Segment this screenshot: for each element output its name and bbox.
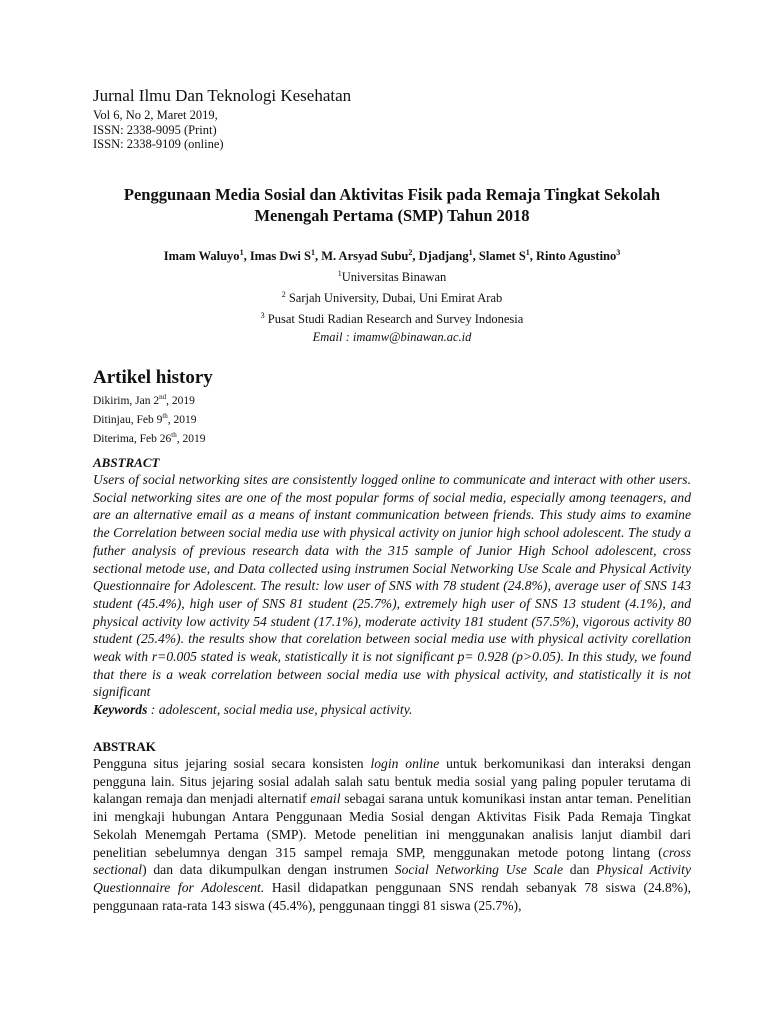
history-date: [93, 390, 213, 409]
italic-term: cross sectional: [93, 844, 691, 878]
italic-term: Physical Activity Questionnaire for Adolescent.: [93, 862, 691, 895]
italic-term: email: [310, 791, 341, 807]
author-separator: ,: [529, 249, 537, 264]
ordinal-suffix: th: [162, 411, 168, 420]
affiliation-marker: 2: [281, 290, 286, 300]
affiliation-list: [87, 265, 697, 328]
affiliation-marker: 1: [337, 269, 342, 279]
author-separator: ,: [412, 249, 419, 264]
abstrak-text: Pengguna situs jejaring sosial secara konsisten: [93, 756, 371, 771]
keywords-label: Keywords: [93, 702, 148, 718]
abstrak-text: Hasil didapatkan penggunaan SNS rendah sebanyak 78 siswa (24.8%), penggunaan rata-rata 143 siswa (45.4%), penggunaan tinggi 81 siswa (25.7%),: [93, 879, 692, 913]
abstract-section: [93, 454, 691, 719]
abstract-heading: ABSTRACT: [93, 455, 160, 470]
paper-title: [87, 184, 697, 226]
abstrak-heading: ABSTRAK: [93, 739, 156, 754]
history-date-text: Dikirim, Jan 2: [93, 394, 160, 407]
author-name: Imam Waluyo: [163, 249, 240, 264]
author-affiliation-marker: 2: [408, 248, 413, 257]
paper-title-line1: Penggunaan Media Sosial dan Aktivitas Fisik pada Remaja Tingkat Sekolah: [123, 185, 661, 204]
author-list: [87, 244, 697, 265]
author-affiliation-marker: 1: [239, 248, 244, 257]
journal-issn-print: ISSN: 2338-9095 (Print): [93, 122, 217, 137]
author-block: [87, 244, 697, 346]
history-date-year: , 2019: [167, 413, 197, 426]
journal-title: Jurnal Ilmu Dan Teknologi Kesehatan: [93, 86, 352, 105]
abstrak-text: dan: [563, 862, 597, 878]
article-history: [93, 366, 213, 446]
author-name: Djadjang: [418, 249, 469, 264]
affiliation: [87, 307, 697, 328]
abstrak-section: [93, 738, 691, 914]
paper-title-line2: Menengah Pertama (SMP) Tahun 2018: [254, 206, 530, 225]
author-name: Imas Dwi S: [249, 249, 311, 264]
abstrak-body: [93, 755, 691, 914]
history-date-year: , 2019: [166, 394, 195, 407]
paper-page: [93, 84, 692, 913]
author-name: Slamet S: [478, 249, 526, 264]
history-date: [93, 409, 213, 428]
author-name: Rinto Agustino: [536, 249, 617, 264]
history-date: [93, 428, 213, 447]
keywords-text: : adolescent, social media use, physical activity.: [147, 702, 413, 718]
abstrak-text: sebagai sarana untuk komunikasi instan antar teman. Penelitian ini mengkaji hubungan Antara Penggunaan Media Sosial dengan Aktivitas Fisik Pada Remaja Tingkat Sekolah Menemgah Pertama (SMP). Metode penelitian ini menggunakan analisis lanjut diambil dari penelitian sebelumnya dengan 315 sampel remaja SMP, menggunakan metode potong lintang (: [93, 791, 691, 860]
keywords-line: [93, 701, 691, 719]
abstrak-text: ) dan data dikumpulkan dengan instrumen: [142, 862, 395, 878]
italic-term: Social Networking Use Scale: [394, 862, 564, 878]
author-separator: ,: [243, 249, 250, 264]
journal-volume: Vol 6, No 2, Maret 2019,: [93, 108, 218, 122]
author-separator: ,: [472, 249, 479, 264]
affiliation-marker: 3: [260, 311, 265, 321]
history-date-year: , 2019: [176, 432, 206, 445]
affiliation: [87, 286, 697, 307]
affiliation-text: Sarjah University, Dubai, Uni Emirat Arab: [285, 291, 503, 306]
author-separator: ,: [314, 249, 322, 264]
history-dates: [93, 390, 213, 446]
ordinal-suffix: th: [171, 430, 177, 439]
affiliation: [87, 265, 697, 286]
affiliation-text: Pusat Studi Radian Research and Survey Indonesia: [264, 312, 524, 327]
history-date-text: Ditinjau, Feb 9: [93, 413, 163, 426]
author-affiliation-marker: 3: [616, 248, 621, 257]
journal-issn-online: ISSN: 2338-9109 (online): [93, 137, 224, 151]
italic-term: login online: [370, 756, 440, 771]
author-affiliation-marker: 1: [525, 248, 530, 257]
history-title: Artikel history: [93, 367, 213, 388]
ordinal-suffix: nd: [159, 393, 167, 401]
author-affiliation-marker: 1: [310, 248, 315, 257]
affiliation-text: Universitas Binawan: [341, 270, 447, 285]
history-date-text: Diterima, Feb 26: [93, 432, 172, 445]
abstract-body: Users of social networking sites are consistently logged online to communicate and interact with other users. Social networking sites are one of the most popular forms of social media, especially among teenagers, and are an alternative email as a means of instant communication between friends. This study aims to examine the Correlation between social media use with physical activity on junior high school adolescent. The study a futher analysis of previous research data with the 315 sample of Junior High School adolescent, cross sectional metode use, and Data collected using instrumen Social Networking Use Scale and Physical Activity Questionnaire for Adolescent. The result: low user of SNS with 78 student (24.8%), average user of SNS 143 student (45.4%), high user of SNS 81 student (25.7%), extremely high user of SNS 13 student (4.1%), and physical activity low activity 54 student (17.1%), moderate activity 181 student (57.5%), vigorous activity 80 student (25.4%). the results show that corelation between social media use with physical activity corellation weak with r=0.005 stated is weak, statistically it is not significant p= 0.928 (p>0.05). In this study, we found that there is a weak correlation between social media use with physical activity, and statistically it is not significant: [93, 472, 691, 700]
abstrak-text: untuk berkomunikasi dan interaksi dengan pengguna lain. Situs jejaring sosial adalah salah satu bentuk media sosial yang paling populer terutama di kalangan remaja dan menjadi alternatif: [93, 756, 691, 807]
author-name: M. Arsyad Subu: [321, 249, 409, 264]
author-email: Email : imamw@binawan.ac.id: [312, 329, 472, 344]
author-affiliation-marker: 1: [468, 248, 473, 257]
